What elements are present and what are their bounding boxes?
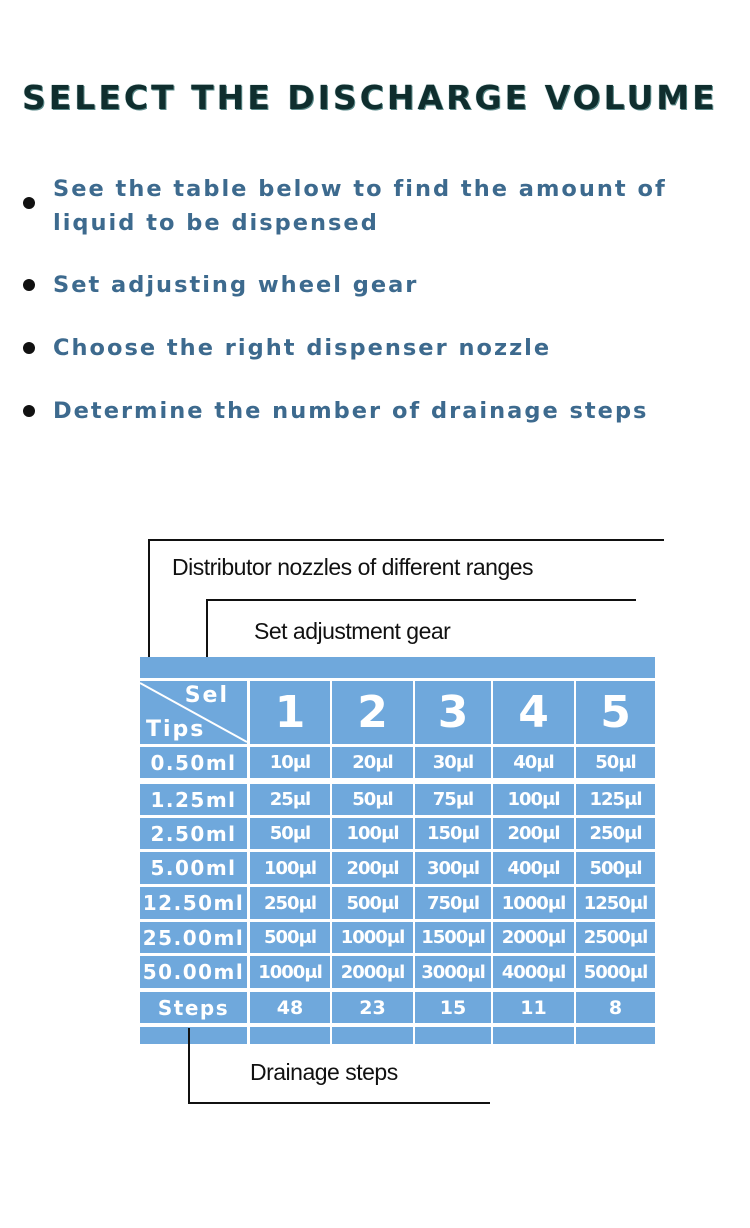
volume-cell: 200μl bbox=[332, 852, 413, 884]
volume-cell: 1000μl bbox=[250, 956, 330, 988]
volume-cell: 1500μl bbox=[415, 922, 491, 953]
volume-cell: 500μl bbox=[332, 887, 413, 919]
table-bottom-band bbox=[140, 1027, 247, 1044]
tip-cell: 25.00ml bbox=[140, 922, 247, 953]
corner-sel-label: Sel bbox=[184, 683, 229, 708]
volume-cell: 1250μl bbox=[576, 887, 655, 919]
tip-cell: 5.00ml bbox=[140, 852, 247, 884]
volume-cell: 4000μl bbox=[493, 956, 574, 988]
volume-cell: 750μl bbox=[415, 887, 491, 919]
volume-cell: 25μl bbox=[250, 784, 330, 815]
bullet-dot-icon bbox=[23, 342, 35, 354]
tip-cell: 0.50ml bbox=[140, 747, 247, 778]
gear-header-1: 1 bbox=[250, 681, 330, 744]
volume-cell: 100μl bbox=[332, 818, 413, 849]
bullet-dot-icon bbox=[23, 405, 35, 417]
table-top-band bbox=[140, 657, 655, 678]
gear-header-3: 3 bbox=[415, 681, 491, 744]
table-bottom-band bbox=[415, 1027, 491, 1044]
steps-cell: 48 bbox=[250, 992, 330, 1023]
volume-cell: 20μl bbox=[332, 747, 413, 778]
volume-cell: 125μl bbox=[576, 784, 655, 815]
steps-annotation: Drainage steps bbox=[250, 1059, 398, 1085]
bullet-dot-icon bbox=[23, 197, 35, 209]
gear-annotation: Set adjustment gear bbox=[254, 618, 451, 644]
page-title: SELECT THE DISCHARGE VOLUME bbox=[22, 78, 718, 117]
volume-cell: 1000μl bbox=[493, 887, 574, 919]
volume-cell: 400μl bbox=[493, 852, 574, 884]
volume-table bbox=[140, 657, 655, 1045]
volume-cell: 2000μl bbox=[332, 956, 413, 988]
bullet-dot-icon bbox=[23, 279, 35, 291]
corner-tips-label: Tips bbox=[146, 717, 206, 742]
table-bottom-band bbox=[493, 1027, 574, 1044]
steps-cell: 8 bbox=[576, 992, 655, 1023]
tip-cell: 2.50ml bbox=[140, 818, 247, 849]
volume-cell: 500μl bbox=[250, 922, 330, 953]
table-corner-cell bbox=[140, 681, 247, 744]
gear-header-5: 5 bbox=[576, 681, 655, 744]
volume-cell: 100μl bbox=[250, 852, 330, 884]
volume-cell: 10μl bbox=[250, 747, 330, 778]
gear-header-4: 4 bbox=[493, 681, 574, 744]
volume-cell: 3000μl bbox=[415, 956, 491, 988]
volume-cell: 150μl bbox=[415, 818, 491, 849]
volume-cell: 500μl bbox=[576, 852, 655, 884]
volume-cell: 75μl bbox=[415, 784, 491, 815]
steps-cell: 15 bbox=[415, 992, 491, 1023]
nozzles-annotation: Distributor nozzles of different ranges bbox=[172, 554, 534, 580]
gear-annotation-line-top bbox=[206, 599, 636, 601]
table-bottom-band bbox=[576, 1027, 655, 1044]
volume-cell: 50μl bbox=[576, 747, 655, 778]
volume-cell: 50μl bbox=[332, 784, 413, 815]
nozzle-annotation-line-top bbox=[148, 539, 664, 541]
table-bottom-band bbox=[250, 1027, 330, 1044]
steps-cell: 23 bbox=[332, 992, 413, 1023]
volume-cell: 250μl bbox=[576, 818, 655, 849]
volume-cell: 2500μl bbox=[576, 922, 655, 953]
volume-cell: 200μl bbox=[493, 818, 574, 849]
tip-cell: 50.00ml bbox=[140, 956, 247, 988]
volume-cell: 40μl bbox=[493, 747, 574, 778]
table-bottom-band bbox=[332, 1027, 413, 1044]
steps-cell: 11 bbox=[493, 992, 574, 1023]
volume-cell: 300μl bbox=[415, 852, 491, 884]
steps-annotation-line-left bbox=[188, 1028, 190, 1104]
tip-cell: 1.25ml bbox=[140, 784, 247, 815]
volume-cell: 100μl bbox=[493, 784, 574, 815]
gear-header-2: 2 bbox=[332, 681, 413, 744]
volume-cell: 2000μl bbox=[493, 922, 574, 953]
steps-annotation-line-bottom bbox=[188, 1102, 490, 1104]
steps-label-cell: Steps bbox=[140, 992, 247, 1023]
tip-cell: 12.50ml bbox=[140, 887, 247, 919]
volume-cell: 1000μl bbox=[332, 922, 413, 953]
volume-cell: 250μl bbox=[250, 887, 330, 919]
volume-cell: 50μl bbox=[250, 818, 330, 849]
volume-cell: 5000μl bbox=[576, 956, 655, 988]
volume-cell: 30μl bbox=[415, 747, 491, 778]
